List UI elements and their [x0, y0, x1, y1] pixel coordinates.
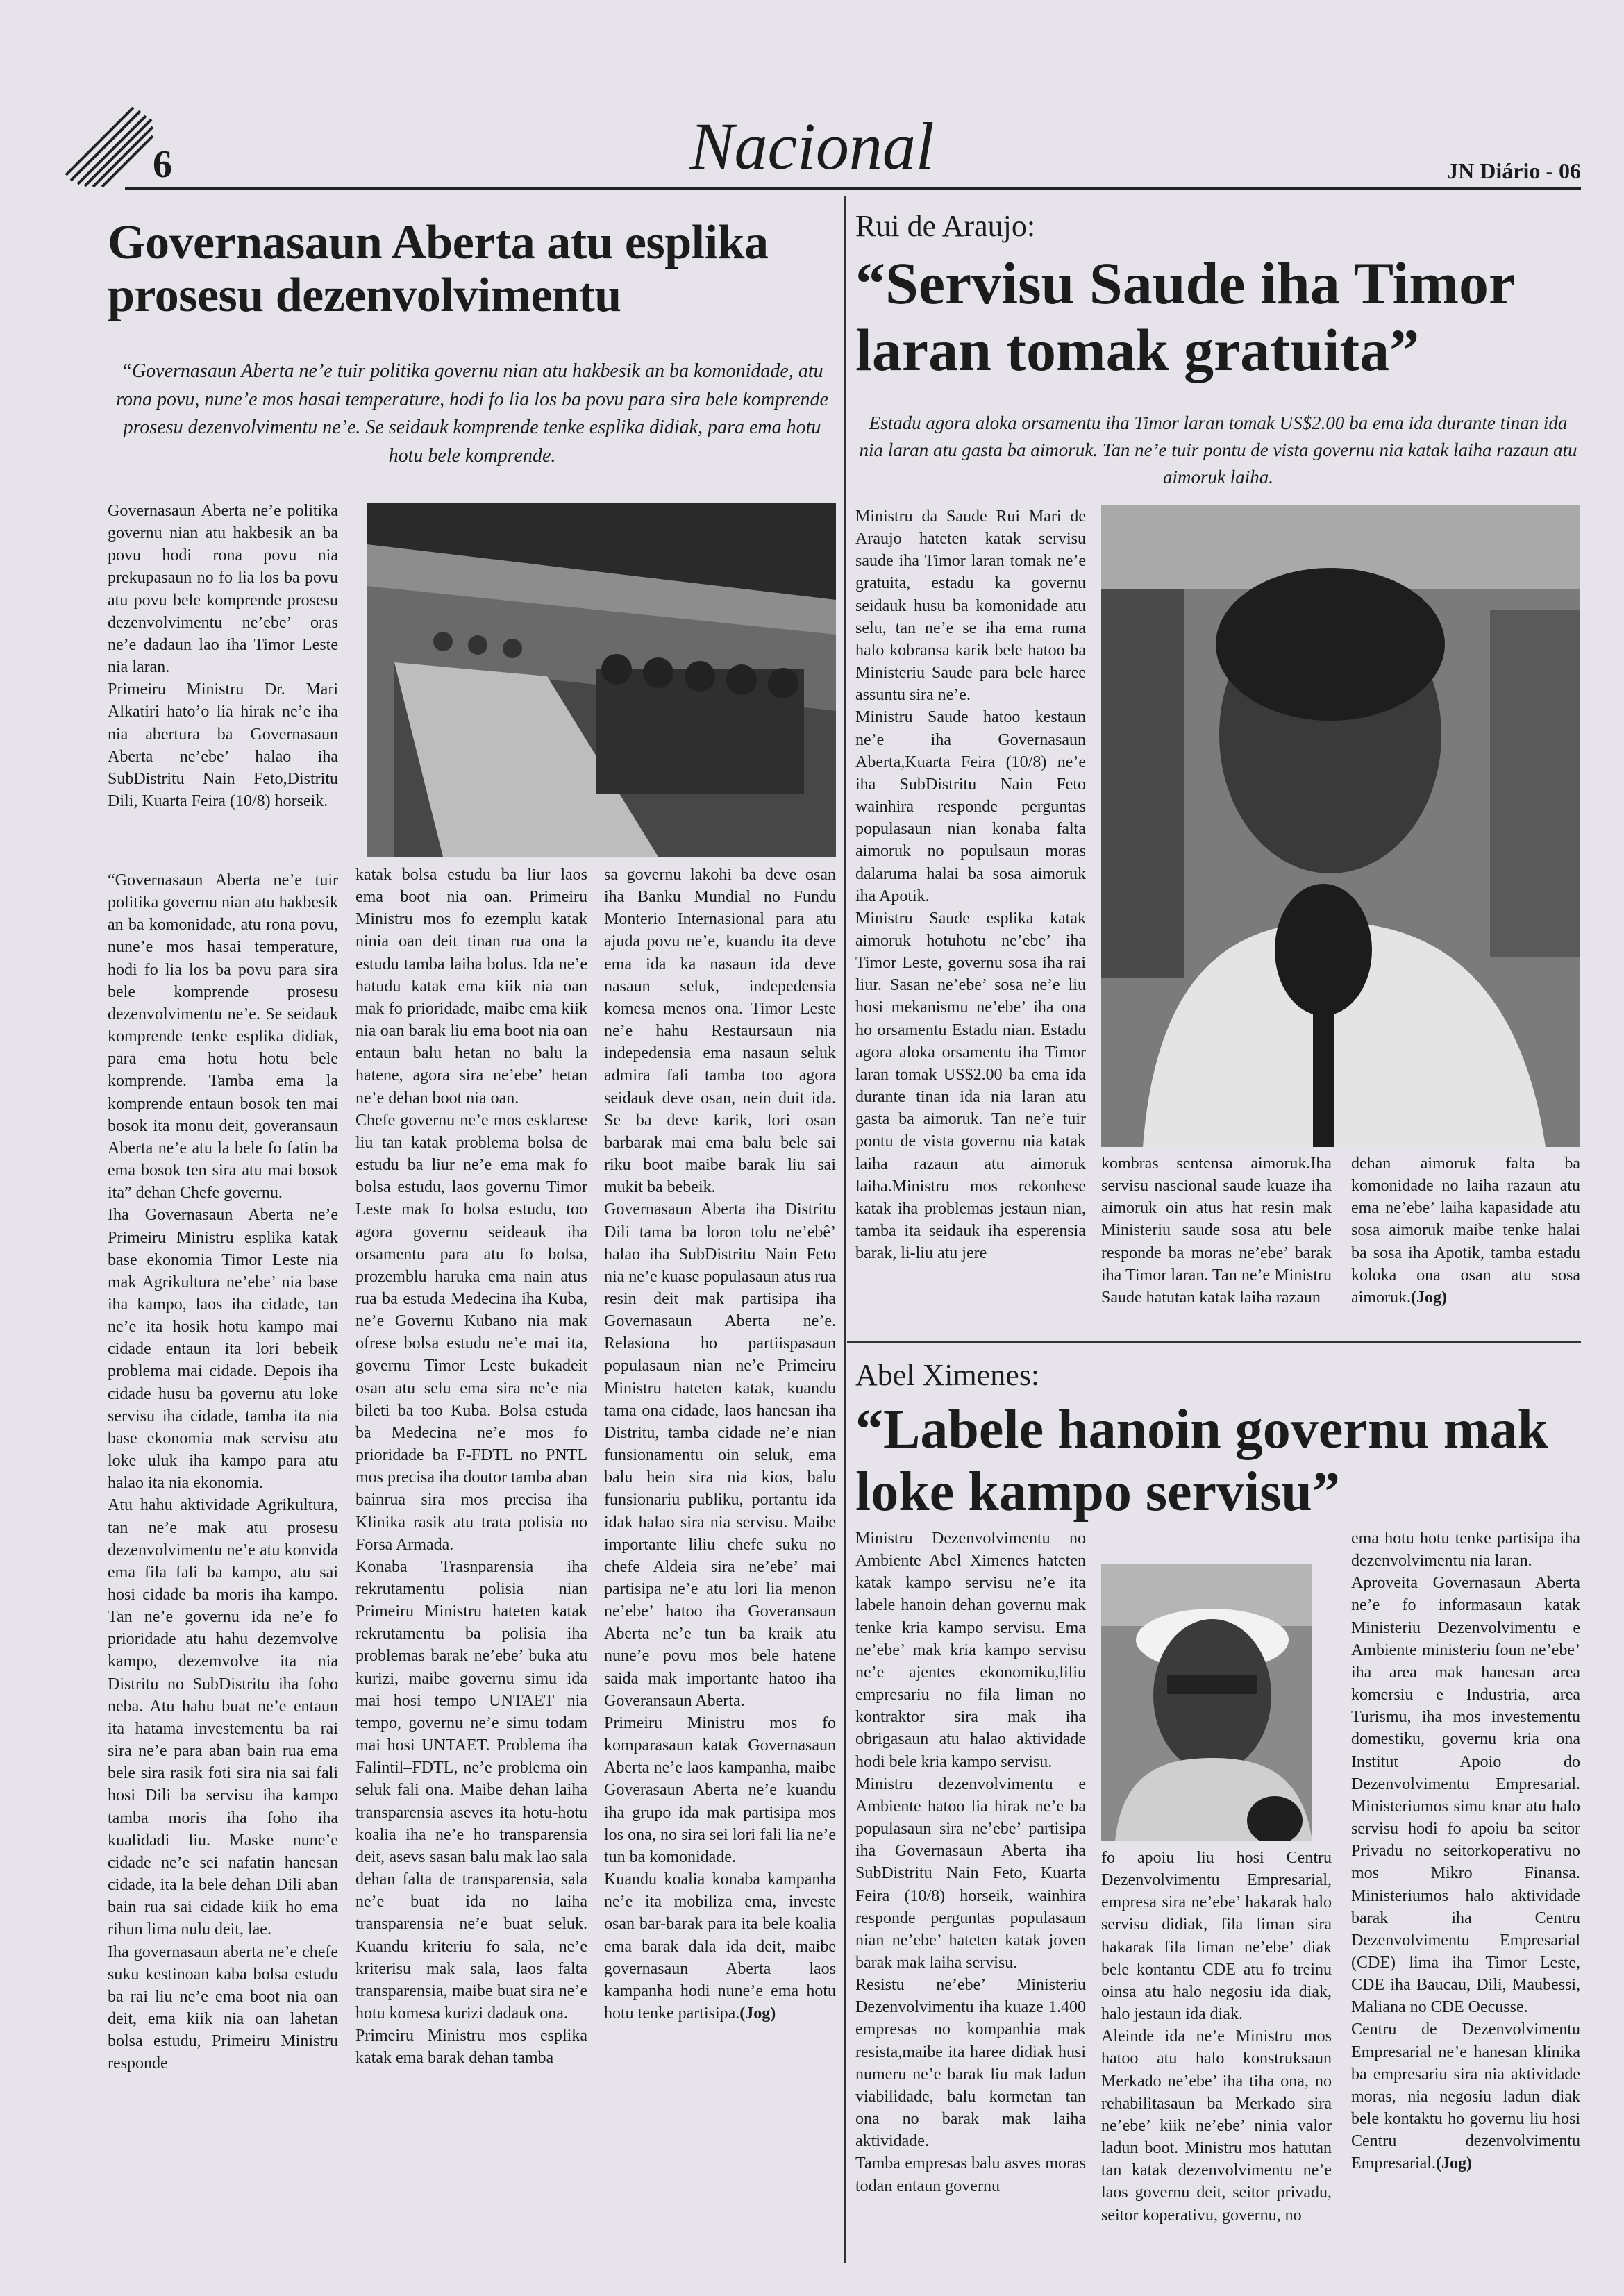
paragraph: Atu hahu aktividade Agrikultura, tan ne’e mak atu prosesu dezenvolvimentu ne’e atu konvida ema fila fali ba kampo, atu sai hosi cidade ba moris iha kampo. Tan ne’e governu ida ne’e fo prioridade atu hahu dezemvolve kampo, dezemvolve ita nia Distritu no SubDistritu iha foho neba. Atu hahu buat ne’e entaun ita hatama investementu ba rai sira ne’e para aban bain rua ema bele sira rasik foti sira nia sai fali hosi Dili ba servisu iha kampo tamba moris iha foho iha kualidadi liu. Maske nune’e cidade ne’e sei nafatin hanesan cidade, ita la bele dehan Dili aban bain rua sai cidade kiik ho ema rihun lima nulu deit, lae. — [108, 1496, 338, 1939]
right-article1-col2 — [1101, 1153, 1332, 1309]
right-article1-speaker: Rui de Araujo: — [855, 209, 1036, 243]
paragraph: Kuandu koalia konaba kampanha ne’e ita mobiliza ema, investe osan bar-barak para ita bele koalia ema barak dala ida deit, maibe governasaun Aberta laos kampanha hodi nune’e ema hotu hotu tenke partisipa.(Jog) — [604, 1870, 836, 2022]
paragraph: Governasaun Aberta iha Distritu Dili tama ba loron tolu ne’ebê’ halao iha SubDistritu Nain Feto nia ne’e kuase populasaun atus rua resin deit mak partisipa iha Governasaun Aberta ne’e. Relasiona ho partiispasaun populasaun nian ne’e Primeiru Ministru hateten katak, kuandu tama ona cidade, laos hanesan iha Distritu, tamba cidade ne’e nian funsionamentu oin seluk, ema balu hein sira nia kios, balu funsionariu publiku, portantu ida idak halao sira nia servisu. Maibe importante liliu chefe suku no chefe Aldeia sira ne’ebe’ mai partisipa ne’e atu lori lia menon ne’ebe’ hatoo iha Goveransaun Aberta ne’e tun ba kraik atu nune’e povu mos bele hatene saida mak importante hatoo iha Goveransaun Aberta. — [604, 1200, 836, 1710]
paragraph: Konaba Trasnparensia iha rekrutamentu polisia nian Primeiru Ministru hateten katak rekrutamentu ba polisia iha problemas barak ne’ebe’ buka atu kurizi, maibe governu simu ida mai hosi tempo UNTAET nia tempo, governu ne’e simu todam mai hosi UNTAET. Problema iha Falintil–FDTL, ne’e problema oin seluk fali ona. Maibe dehan laiha transparensia aseves ita hotu-hotu koalia iha ne’e ho transparensia deit, asevs sasan balu mak lao sala dehan falta de transparensia, sala ne’e buat ida no laiha transparensia ne’e buat seluk. Kuandu kriteriu fo sala, ne’e kriterisu mak sala, laos falta transparensia, maibe buat sira ne’e hotu komesa kurizi dadauk ona. — [355, 1557, 587, 2022]
right-article2-headline: “Labele hanoin governu mak loke kampo servisu” — [855, 1399, 1548, 1523]
article-divider — [847, 1341, 1581, 1343]
paragraph: Primeiru Ministru Dr. Mari Alkatiri hato’o lia hirak ne’e iha nia abertura ba Governasaun Aberta ne’ebe’ halao iha SubDistritu Nain Feto,Distritu Dili, Kuarta Feira (10/8) horseik. — [108, 680, 338, 811]
left-article-col2 — [355, 864, 587, 2069]
left-article-col1 — [108, 869, 338, 2075]
paragraph: Ministru Saude esplika katak aimoruk hotuhotu ne’ebe’ iha Timor Leste, governu sosa iha rai liur. Sasan ne’ebe’ sosa ne’e liu hosi mekanismu ne’ebe’ iha ona ho orsamentu Estadu nian. Estadu agora aloka orsamentu iha Timor laran tomak US$2.00 ba ema ida durante tinan ida nia laran atu gasta ba aimoruk. Tan ne’e tuir pontu de vista governu nia katak laiha razaun atu aimoruk laiha.Ministru mos rekonhese katak iha problemas jestaun nian, tamba ita seidauk iha esperensia barak, li-liu atu jere — [855, 909, 1086, 1263]
right-article1-col1 — [855, 505, 1086, 1264]
paragraph: Ministru Dezenvolvimentu no Ambiente Abel Ximenes hateten katak kampo servisu ne’e ita labele hanoin dehan governu mak tenke kria kampo servisu. Ema ne’ebe’ mak kria kampo servisu ne’e ajentes ekonomiku,liliu empresariu no fila liman no kontraktor sira mak iha obrigasaun atu halao aktividade hodi bele kria kampo servisu. — [855, 1530, 1086, 1771]
paragraph: katak bolsa estudu ba liur laos ema boot nia oan. Primeiru Ministru mos fo ezemplu katak ninia oan deit tinan rua ona la estudu tamba laiha bolus. Ida ne’e hatudu katak ema kiik nia oan mak fo prioridade, maibe ema kiik nia oan barak liu ema boot nia oan entaun balu hetan no balu la hatene, agora sira ne’ebe’ hetan ne’e dehan boot nia oan. — [355, 866, 587, 1107]
right-article1-lead: Estadu agora aloka orsamentu iha Timor laran tomak US$2.00 ba ema ida durante tinan ida nia laran atu gasta ba aimoruk. Tan ne’e tuir pontu de vista governu nia katak laiha razaun atu aimoruk laiha. — [859, 412, 1577, 488]
page-number: 6 — [153, 143, 172, 186]
byline-signature: (Jog) — [1410, 1288, 1447, 1307]
paragraph: Centru de Dezenvolvimentu Empresarial ne’e hanesan klinika ba empresariu sira nia aktividade moras, nia negosiu ladun diak bele kontaktu ho governu liu hosi Centru dezenvolvimentu Empresarial.(Jog) — [1351, 2020, 1580, 2173]
section-title: Nacional — [689, 109, 935, 183]
paragraph: Tamba empresas balu asves moras todan entaun governu — [855, 2154, 1086, 2195]
paragraph: Primeiru Ministru mos esplika katak ema barak dehan tamba — [355, 2027, 587, 2068]
byline-signature: (Jog) — [1435, 2154, 1472, 2173]
paragraph: Aproveita Governasaun Aberta ne’e fo informasaun katak Ministeriu Dezenvolvimentu e Ambiente ministeriu foun ne’ebe’ iha area mak hanesan area komersiu e Industria, area Turismu, iha mos investementu domestiku, governu kria ona Institut Apoio do Dezenvolvimentu Empresarial. Ministeriumos simu knar atu halo servisu hodi fo apoiu ba seitor Privadu no seitorkoperativu no mos Mikro Finansa. Ministeriumos halo aktividade barak iha Centru Dezenvolvimentu Empresarial (CDE) lima iha Timor Leste, CDE iha Baucau, Dili, Maubessi, Maliana no CDE Oecusse. — [1351, 1574, 1580, 2017]
paragraph: dehan aimoruk falta ba komonidade no laiha razaun atu ema ne’ebe’ laiha kapasidade atu sosa aimoruk maibe tenke halai ba sosa iha Apotik, tamba estadu koloka ona osan atu sosa aimoruk.(Jog) — [1351, 1155, 1580, 1307]
issue-label: JN Diário - 06 — [1447, 158, 1581, 183]
paragraph: Resistu ne’ebe’ Ministeriu Dezenvolvimentu iha kuaze 1.400 empresas no kompanhia mak resista,maibe ita haree didiak husi numeru ne’e barak liu mak ladun viabilidade, balu kormetan tan ona no barak mak laiha aktividade. — [855, 1976, 1086, 2151]
right-article2-col3 — [1351, 1527, 1580, 2175]
paragraph: Iha Governasaun Aberta ne’e Primeiru Ministru esplika katak base ekonomia Timor Leste nia mak Agrikultura ne’ebe’ nia base iha kampo, laos iha cidade, tan ne’e ita hosik hotu kampo mai cidade entaun ita lori bebeik problema mai cidade. Depois iha cidade husu ba governu atu loke servisu iha cidade, tamba ita nia base ekonomia mak servisu atu loke uluk iha kampo para atu halao ita nia ekonomia. — [108, 1206, 338, 1493]
paragraph: Ministru dezenvolvimentu e Ambiente hatoo lia hirak ne’e ba populasaun sira ne’ebe’ partisipa iha Governasaun Aberta iha SubDistritu Nain Feto, Kuarta Feira (10/8) horseik, wainhira responde perguntas populasaun nian ne’ebe’ hateten katak joven barak mak laiha servisu. — [855, 1775, 1086, 1972]
paragraph: kombras sentensa aimoruk.Iha servisu nascional saude kuaze iha aimoruk oin atus hat resin mak Ministeriu saude sosa atu bele responde ba moras ne’ebe’ barak iha Timor laran. Tan ne’e Ministru Saude hatutan katak laiha razaun — [1101, 1155, 1332, 1307]
photo-meeting-tent — [367, 503, 836, 857]
paragraph: Aleinde ida ne’e Ministru mos hatoo atu halo konstruksaun Merkado ne’ebe’ iha tiha ona, no rehabilitasaun ba Merkado sira ne’ebe’ kiik ne’ebe’ ninia valor ladun boot. Ministru mos hatutan tan katak dezenvolvimentu ne’e laos governu deit, seitor privadu, seitor koperativu, governu, no — [1101, 2027, 1332, 2224]
paragraph: fo apoiu liu hosi Centru Dezenvolvimentu Empresarial, empresa sira ne’ebe’ hakarak halo servisu didiak, fila liman sira hakarak fila liman ne’ebe’ diak bele kontantu CDE atu fo treinu oinsa atu halo negosiu ida diak, halo jestaun ida diak. — [1101, 1849, 1332, 2024]
photo-development-minister — [1101, 1564, 1312, 1841]
paragraph: Iha governasaun aberta ne’e chefe suku kestinoan kaba bolsa estudu ba rai liu ne’e ema boot nia oan deit, ema kiik nia oan lahetan bolsa estudu, Primeiru Ministru responde — [108, 1943, 338, 2073]
column-divider — [844, 196, 846, 2263]
right-article1-headline: “Servisu Saude iha Timor laran tomak gratuita” — [855, 250, 1514, 384]
left-article-col1-top — [108, 500, 338, 812]
paragraph: Governasaun Aberta ne’e politika governu nian atu hakbesik an ba povu hodi rona povu nia prekupasaun no fo lia los ba povu atu povu bele komprende prosesu dezenvolvimentu ne’ebe’ oras ne’e dadaun lao iha Timor Leste nia laran. — [108, 502, 338, 677]
paragraph: Ministru Saude hatoo kestaun ne’e iha Governasaun Aberta,Kuarta Feira (10/8) ne’e iha SubDistritu Nain Feto wainhira responde perguntas populasaun nian konaba falta aimoruk no populsaun moras dalaruma halai ba sosa aimoruk iha Apotik. — [855, 708, 1086, 905]
left-article-col3 — [604, 864, 836, 2025]
photo-health-minister — [1101, 505, 1580, 1147]
header-rule — [125, 187, 1581, 190]
right-article2-col1 — [855, 1527, 1086, 2197]
right-article2-col2 — [1101, 1847, 1332, 2227]
right-article2-speaker: Abel Ximenes: — [855, 1358, 1040, 1392]
paragraph: Chefe governu ne’e mos esklarese liu tan katak problema bolsa de estudu ba liur ne’e ema mak fo bolsa estudu, laos governu Timor Leste mak fo bolsa estudu, too agora governu seideauk iha orsamentu para atu fo bolsa, prozemblu haruka ema nain atus rua ba estuda Medecina iha Kuba, ne’e Governu Kubano nia mak ofrese bolsa estudu ne’e mai ita, governu Timor Leste bukadeit osan atu selu ema sira ne’e nia bileti ba too Kuba. Bolsa estuda ba Medecina ne’e mos fo prioridade ba F-FDTL no PNTL mos precisa iha doutor tamba aban bainrua sira mos precisa iha Klinika rasik atu trata polisia no Forsa Armada. — [355, 1111, 587, 1554]
byline-signature: (Jog) — [739, 2004, 776, 2022]
paragraph: sa governu lakohi ba deve osan iha Banku Mundial no Fundu Monterio Internasional para atu ajuda povu ne’e, kuandu ita deve ema ida ka nasaun ida deve nasaun seluk, indepedensia komesa menos ona. Timor Leste ne’e hahu Restaursaun nia indepedensia ema nasaun seluk admira fali tamba too agora seidauk deve osan, nein duit ida. Se ba deve karik, lori osan barbarak mai ema balu bele sai riku boot maibe barak liu sai mukit ba bebeik. — [604, 866, 836, 1197]
left-article-lead: “Governasaun Aberta ne’e tuir politika governu nian atu hakbesik an ba komonidade, atu rona povu, nune’e mos hasai temperature, hodi fo lia los ba povu para sira bele komprende prosesu dezenvolvimentu ne’e. Se seidauk komprende tenke esplika didiak, para ema hotu hotu bele komprende. — [116, 360, 828, 467]
paragraph: Primeiru Ministru mos fo komparasaun katak Governasaun Aberta ne’e laos kampanha, maibe Goverasaun Aberta ne’e kuandu iha grupo ida mak partisipa mos los ona, no sira sei lori fali lia ne’e tun ba komonidade. — [604, 1713, 836, 1866]
left-article-headline: Governasaun Aberta atu esplika prosesu dezenvolvimentu — [108, 216, 769, 322]
right-article1-col3 — [1351, 1153, 1580, 1309]
paragraph: Ministru da Saude Rui Mari de Araujo hateten katak servisu saude iha Timor laran tomak ne’e gratuita, estadu ka governu seidauk husu ba komonidade atu selu, tan ne’e se iha ema ruma halo kobransa karik bele hatoo ba Ministeriu Saude para bele haree assuntu sira ne’e. — [855, 508, 1086, 705]
paragraph: “Governasaun Aberta ne’e tuir politika governu nian atu hakbesik an ba komonidade, atu rona povu, nune’e mos hasai temperature, hodi fo lia los ba povu para sira bele komprende prosesu dezenvolvimentu ne’e. Se seidauk komprende tenke esplika didiak, para ema hotu hotu bele komprende. Tamba ema la komprende entaun bosok ten mai bosok ita monu deit, goveransaun Aberta ne’e atu la bele fo fatin ba ema bosok ten sira atu mai bosok ita” dehan Chefe governu. — [108, 871, 338, 1203]
paragraph: ema hotu hotu tenke partisipa iha dezenvolvimentu nia laran. — [1351, 1530, 1580, 1570]
